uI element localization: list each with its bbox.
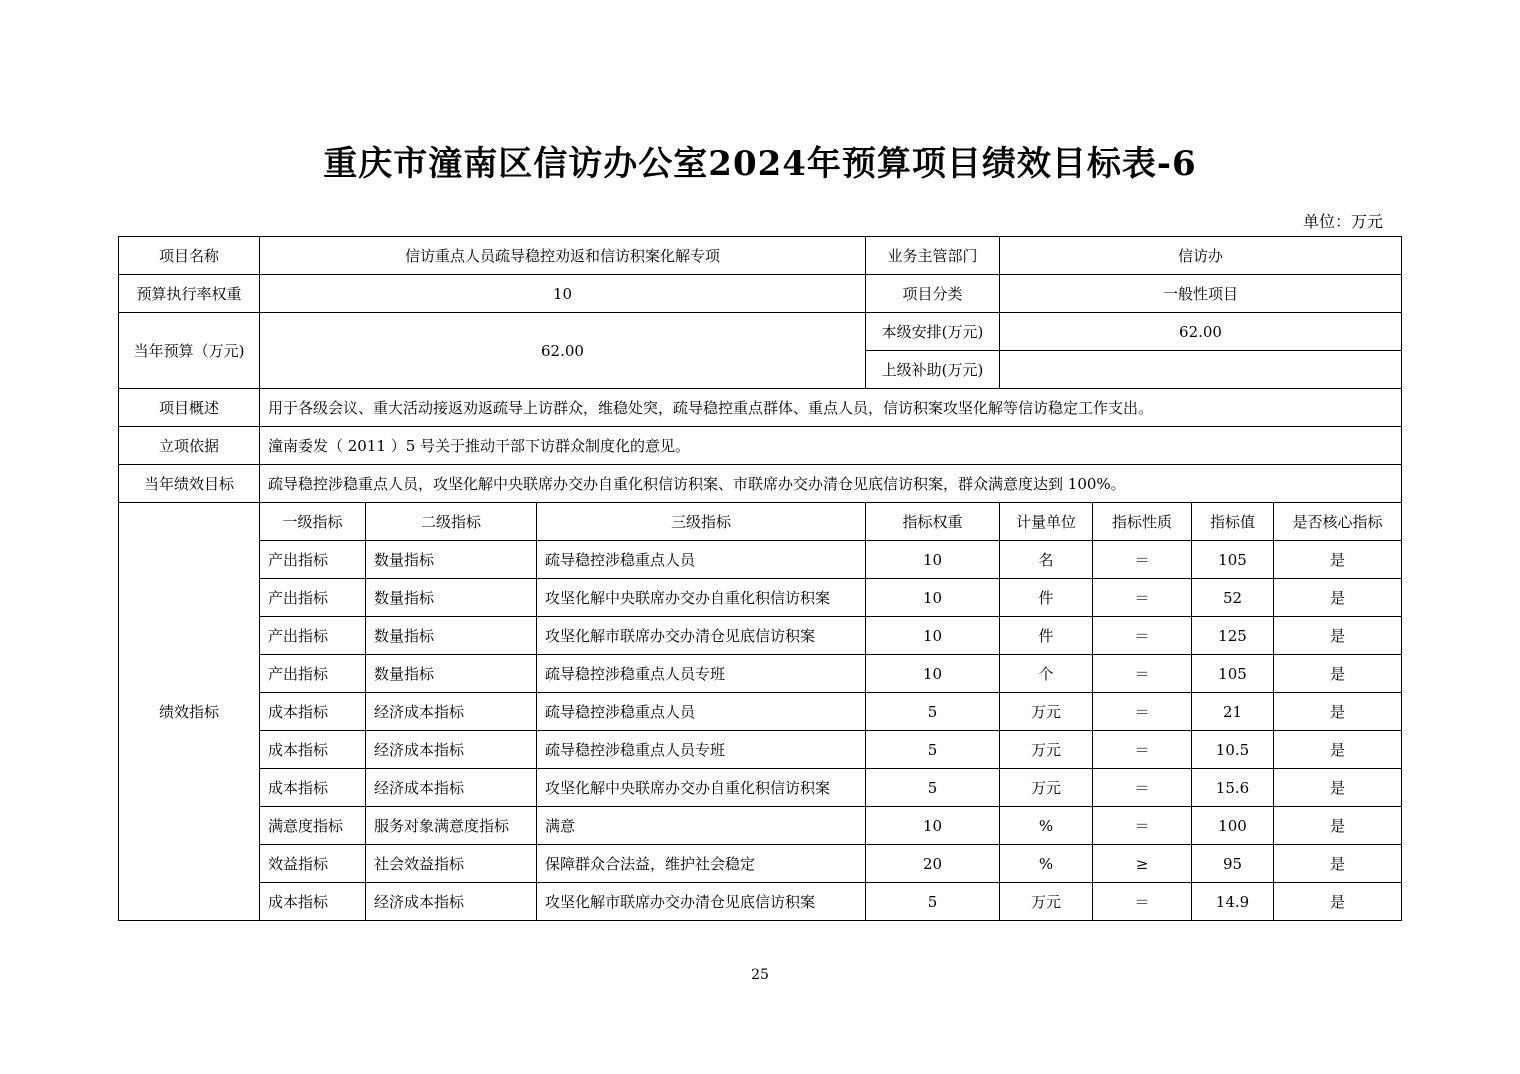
- metric-cell: 产出指标: [260, 579, 366, 617]
- metric-cell: 疏导稳控涉稳重点人员专班: [537, 731, 866, 769]
- overview-value: 用于各级会议、重大活动接返劝返疏导上访群众，维稳处突，疏导稳控重点群体、重点人员，信访积案攻坚化解等信访稳定工作支出。: [260, 389, 1402, 427]
- metric-cell: 件: [1000, 617, 1093, 655]
- metric-cell: 攻坚化解中央联席办交办自重化积信访积案: [537, 579, 866, 617]
- metric-cell: 是: [1274, 883, 1402, 921]
- metric-cell: 数量指标: [366, 617, 537, 655]
- metric-cell: 5: [866, 769, 1000, 807]
- table-row: [119, 845, 1402, 883]
- row-project-name: [119, 237, 1402, 275]
- metric-cell: 经济成本指标: [366, 693, 537, 731]
- table-row: [119, 693, 1402, 731]
- metric-cell: 疏导稳控涉稳重点人员: [537, 693, 866, 731]
- metric-cell: 保障群众合法益，维护社会稳定: [537, 845, 866, 883]
- table-row: [119, 731, 1402, 769]
- table-row: [119, 655, 1402, 693]
- goal-label: 当年绩效目标: [119, 465, 260, 503]
- metrics-column-header: 计量单位: [1000, 503, 1093, 541]
- row-goal: [119, 465, 1402, 503]
- metric-cell: 社会效益指标: [366, 845, 537, 883]
- metric-cell: 满意: [537, 807, 866, 845]
- metric-cell: 10: [866, 655, 1000, 693]
- metric-cell: %: [1000, 807, 1093, 845]
- performance-table: [118, 236, 1402, 921]
- upper-label: 上级补助(万元): [866, 351, 1000, 389]
- metric-cell: 名: [1000, 541, 1093, 579]
- metric-cell: 是: [1274, 617, 1402, 655]
- metric-cell: ＝: [1093, 617, 1192, 655]
- metric-cell: 万元: [1000, 731, 1093, 769]
- metrics-column-header: 指标权重: [866, 503, 1000, 541]
- table-row: [119, 617, 1402, 655]
- metric-cell: 件: [1000, 579, 1093, 617]
- project-name-value: 信访重点人员疏导稳控劝返和信访积案化解专项: [260, 237, 866, 275]
- metric-cell: 成本指标: [260, 883, 366, 921]
- basis-value: 潼南委发（ 2011 ）5 号关于推动干部下访群众制度化的意见。: [260, 427, 1402, 465]
- upper-value: [1000, 351, 1402, 389]
- metric-cell: 10: [866, 807, 1000, 845]
- metric-cell: ＝: [1093, 807, 1192, 845]
- metrics-column-header: 二级指标: [366, 503, 537, 541]
- metric-cell: 成本指标: [260, 769, 366, 807]
- page-number: 25: [751, 967, 769, 983]
- metrics-column-header: 三级指标: [537, 503, 866, 541]
- metric-cell: ＝: [1093, 693, 1192, 731]
- goal-value: 疏导稳控涉稳重点人员，攻坚化解中央联席办交办自重化积信访积案、市联席办交办清仓见底信访积案，群众满意度达到 100%。: [260, 465, 1402, 503]
- table-row: [119, 579, 1402, 617]
- metric-cell: 产出指标: [260, 655, 366, 693]
- row-exec-weight: [119, 275, 1402, 313]
- metric-cell: 攻坚化解中央联席办交办自重化积信访积案: [537, 769, 866, 807]
- metric-cell: 是: [1274, 541, 1402, 579]
- metric-cell: 万元: [1000, 693, 1093, 731]
- metric-cell: ＝: [1093, 883, 1192, 921]
- basis-label: 立项依据: [119, 427, 260, 465]
- overview-label: 项目概述: [119, 389, 260, 427]
- metric-cell: 数量指标: [366, 541, 537, 579]
- category-label: 项目分类: [866, 275, 1000, 313]
- metric-cell: 5: [866, 693, 1000, 731]
- metrics-column-header: 一级指标: [260, 503, 366, 541]
- table-row: [119, 769, 1402, 807]
- metric-cell: 产出指标: [260, 541, 366, 579]
- exec-weight-value: 10: [260, 275, 866, 313]
- row-basis: [119, 427, 1402, 465]
- metric-cell: 是: [1274, 655, 1402, 693]
- metric-cell: ＝: [1093, 769, 1192, 807]
- table-row: [119, 883, 1402, 921]
- dept-label: 业务主管部门: [866, 237, 1000, 275]
- metric-cell: 数量指标: [366, 655, 537, 693]
- metric-cell: 是: [1274, 769, 1402, 807]
- metric-cell: 攻坚化解市联席办交办清仓见底信访积案: [537, 617, 866, 655]
- metric-cell: 是: [1274, 807, 1402, 845]
- metrics-column-header: 指标性质: [1093, 503, 1192, 541]
- metric-cell: 5: [866, 731, 1000, 769]
- metric-cell: 攻坚化解市联席办交办清仓见底信访积案: [537, 883, 866, 921]
- unit-label: 单位：万元: [1302, 212, 1383, 231]
- local-value: 62.00: [1000, 313, 1402, 351]
- metric-cell: 个: [1000, 655, 1093, 693]
- dept-value: 信访办: [1000, 237, 1402, 275]
- metric-cell: ＝: [1093, 655, 1192, 693]
- metric-cell: 5: [866, 883, 1000, 921]
- metric-cell: %: [1000, 845, 1093, 883]
- metric-cell: 服务对象满意度指标: [366, 807, 537, 845]
- metric-cell: ＝: [1093, 579, 1192, 617]
- metric-cell: 万元: [1000, 883, 1093, 921]
- metric-cell: ＝: [1093, 541, 1192, 579]
- table-row: [119, 807, 1402, 845]
- table-row: [119, 541, 1402, 579]
- metric-cell: 15.6: [1192, 769, 1274, 807]
- metric-cell: 效益指标: [260, 845, 366, 883]
- metric-cell: 万元: [1000, 769, 1093, 807]
- metric-cell: 52: [1192, 579, 1274, 617]
- metric-cell: 10: [866, 541, 1000, 579]
- metric-cell: 10: [866, 579, 1000, 617]
- metric-cell: 产出指标: [260, 617, 366, 655]
- metric-cell: 满意度指标: [260, 807, 366, 845]
- metrics-column-header: 是否核心指标: [1274, 503, 1402, 541]
- project-name-label: 项目名称: [119, 237, 260, 275]
- metrics-header-row: [119, 503, 1402, 541]
- metric-cell: 95: [1192, 845, 1274, 883]
- exec-weight-label: 预算执行率权重: [119, 275, 260, 313]
- metric-cell: ≥: [1093, 845, 1192, 883]
- metric-cell: ＝: [1093, 731, 1192, 769]
- metric-cell: 疏导稳控涉稳重点人员: [537, 541, 866, 579]
- metric-cell: 105: [1192, 541, 1274, 579]
- metric-cell: 是: [1274, 579, 1402, 617]
- metric-cell: 是: [1274, 731, 1402, 769]
- page-title: 重庆市潼南区信访办公室2024年预算项目绩效目标表-6: [323, 144, 1197, 184]
- budget-label: 当年预算（万元): [119, 313, 260, 389]
- metric-cell: 成本指标: [260, 693, 366, 731]
- metric-cell: 100: [1192, 807, 1274, 845]
- metric-cell: 125: [1192, 617, 1274, 655]
- metric-cell: 数量指标: [366, 579, 537, 617]
- row-budget: [119, 313, 1402, 351]
- metric-cell: 21: [1192, 693, 1274, 731]
- metric-cell: 20: [866, 845, 1000, 883]
- metric-cell: 10: [866, 617, 1000, 655]
- metric-cell: 是: [1274, 693, 1402, 731]
- metric-cell: 经济成本指标: [366, 769, 537, 807]
- metrics-section-label: 绩效指标: [119, 503, 260, 921]
- metric-cell: 105: [1192, 655, 1274, 693]
- metric-cell: 14.9: [1192, 883, 1274, 921]
- metrics-column-header: 指标值: [1192, 503, 1274, 541]
- metric-cell: 经济成本指标: [366, 883, 537, 921]
- metric-cell: 疏导稳控涉稳重点人员专班: [537, 655, 866, 693]
- budget-value: 62.00: [260, 313, 866, 389]
- row-overview: [119, 389, 1402, 427]
- metric-cell: 10.5: [1192, 731, 1274, 769]
- metric-cell: 成本指标: [260, 731, 366, 769]
- category-value: 一般性项目: [1000, 275, 1402, 313]
- metric-cell: 是: [1274, 845, 1402, 883]
- metric-cell: 经济成本指标: [366, 731, 537, 769]
- local-label: 本级安排(万元): [866, 313, 1000, 351]
